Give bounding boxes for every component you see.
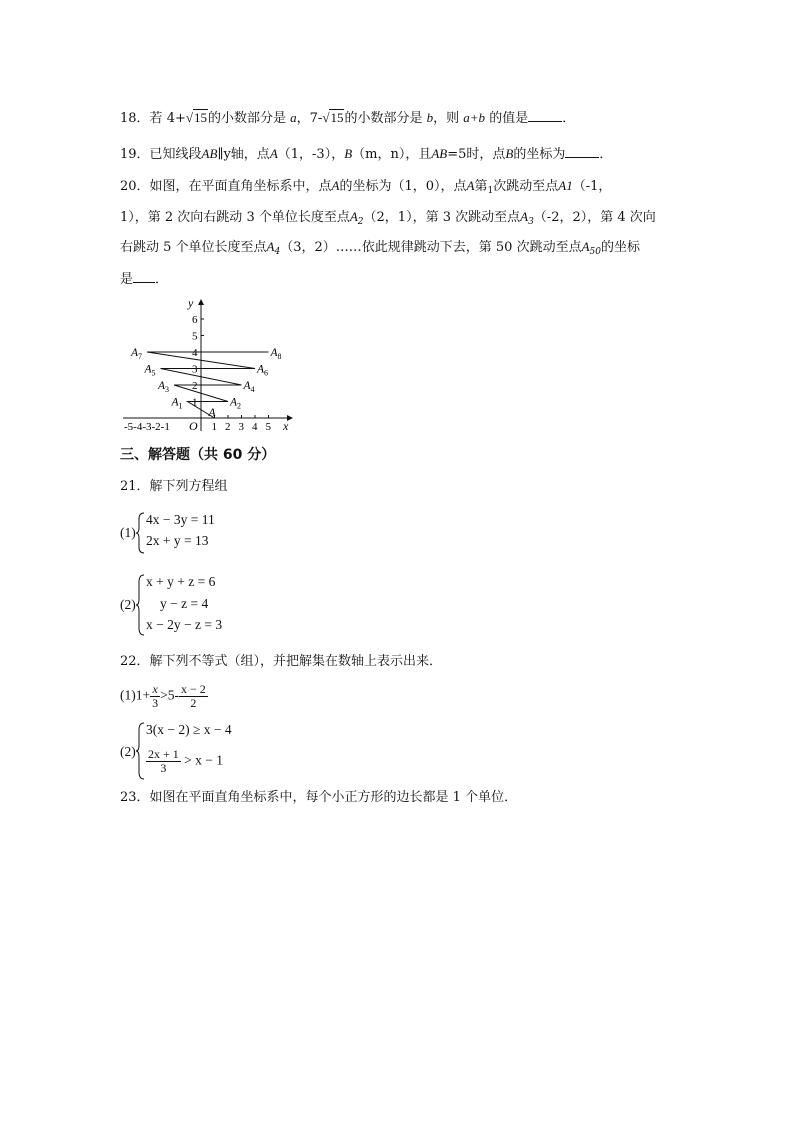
x-tick-label: 4 — [252, 421, 258, 433]
answer-blank[interactable] — [133, 269, 155, 283]
q20-sub: 50 — [589, 247, 601, 257]
q18-term: 4+ — [166, 111, 186, 126]
q20-var: A — [349, 209, 358, 224]
y-tick-label: 1 — [192, 396, 198, 409]
q20-end: ． — [155, 272, 169, 287]
fraction: $\frac{2x + 1}{3}$ — [148, 747, 179, 775]
q20-text: （2，1），第 3 次跳动至点 — [363, 210, 521, 225]
q20-text: 是 — [120, 272, 134, 287]
fraction: $\frac{x}{3}$ — [152, 682, 159, 710]
q22-p2-eq2 — [146, 748, 223, 775]
left-brace-icon — [136, 512, 146, 554]
y-axis-arrow-icon — [198, 299, 204, 305]
q19-var: A — [269, 146, 278, 161]
q22-part2-label: (2) — [120, 744, 136, 759]
y-tick-label: 6 — [192, 314, 198, 326]
y-tick-label: 3 — [192, 363, 198, 376]
point-label-a8: $A_8$ — [270, 347, 282, 361]
x-tick-label: 2 — [225, 421, 231, 433]
coordinate-plane-figure — [115, 293, 300, 438]
question-20-line-4 — [120, 269, 168, 289]
sqrt-15-b: √15 — [322, 110, 344, 125]
x-tick-label: 3 — [238, 421, 244, 433]
left-brace-icon — [136, 722, 146, 780]
q20-text: （-2，2），第 4 次向 — [533, 210, 656, 225]
q20-sub: 4 — [274, 247, 281, 257]
q19-text: 轴，点 — [230, 147, 270, 162]
q20-text: 右跳动 5 个单位长度至点 — [120, 240, 267, 255]
q21-p2-eq3: x − 2y − z = 3 — [146, 617, 223, 632]
q22-part1 — [120, 683, 208, 710]
q20-var: A1 — [558, 178, 573, 193]
q18-text: 的值是 — [489, 111, 529, 126]
q20-var: A — [266, 239, 275, 254]
q19-text: 的坐标为 — [513, 147, 566, 162]
q20-text: 1），第 2 次向右跳动 3 个单位长度至点 — [120, 210, 350, 225]
q20-text: 20．如图，在平面直角坐标系中，点 — [120, 179, 332, 194]
q18-text: 的小数部分是 — [344, 111, 423, 126]
q20-text: 第 — [474, 179, 488, 194]
question-20-line-3 — [120, 238, 640, 261]
q22-p1-mid: >5- — [160, 687, 179, 703]
q18-number: 18．若 — [120, 111, 163, 126]
q21-part1-label: (1) — [120, 525, 136, 540]
q21-part2-label: (2) — [120, 597, 136, 612]
point-label-a2: $A_2$ — [230, 396, 242, 411]
q22-p2-eq1: 3(x − 2) ≥ x − 4 — [146, 722, 232, 737]
point-label-a7: $A_7$ — [131, 347, 143, 361]
point-label-a5: $A_5$ — [144, 363, 156, 378]
origin-label: O — [189, 419, 198, 433]
q19-var: B — [505, 146, 514, 161]
q20-text: （3，2）……依此规律跳动下去，第 50 次跳动至点 — [280, 240, 582, 255]
sqrt-15-a: √15 — [185, 110, 207, 125]
q19-parallel: ∥y — [217, 147, 231, 162]
q23-title: 23．如图在平面直角坐标系中，每个小正方形的边长都是 1 个单位． — [120, 790, 518, 805]
fraction: $\frac{x - 2}{2}$ — [180, 682, 206, 710]
q19-var: AB — [431, 146, 448, 161]
question-18 — [120, 108, 575, 128]
q18-text: 的小数部分是 — [208, 111, 287, 126]
point-label-a1: $A_1$ — [171, 396, 183, 411]
q21-p2-eq2: y − z = 4 — [160, 596, 209, 611]
question-20-line-2 — [120, 208, 656, 231]
q21-p2-eq1: x + y + z = 6 — [146, 574, 216, 589]
q19-end: ． — [599, 147, 613, 162]
section-heading: 三、解答题（共 60 分） — [120, 447, 276, 463]
q20-var: A — [581, 239, 590, 254]
point-label-a6: $A_6$ — [257, 363, 269, 378]
x-tick-label: 5 — [265, 421, 271, 433]
x-axis-label: x — [283, 419, 289, 433]
q20-sub: 1 — [487, 186, 494, 196]
y-tick-label: 4 — [192, 347, 198, 359]
q22-title: 22．解下列不等式（组），并把解集在数轴上表示出来． — [120, 654, 443, 669]
q20-text: 的坐标为（1，0），点 — [339, 179, 467, 194]
q20-var: A — [331, 178, 340, 193]
q20-text: 次跳动至点 — [493, 179, 559, 194]
y-tick-label: 2 — [192, 380, 198, 392]
x-tick-label: 1 — [211, 421, 217, 433]
question-19 — [120, 144, 612, 164]
q19-coord: （m，n），且 — [352, 147, 432, 162]
x-tick-labels-negative: -5-4-3-2-1 — [124, 421, 170, 433]
q19-coord: （1，-3）， — [277, 147, 345, 162]
point-label-a4: $A_4$ — [243, 380, 255, 394]
question-20-line-1 — [120, 177, 611, 200]
y-tick-label: 5 — [192, 330, 198, 343]
q21-p1-eq1: 4x − 3y = 11 — [146, 512, 215, 527]
q18-var-ab: a+b — [463, 110, 486, 125]
q20-text: （-1， — [572, 179, 612, 194]
q19-var: B — [344, 146, 353, 161]
q20-text: 的坐标 — [601, 240, 641, 255]
q20-var: A — [466, 178, 475, 193]
q20-var: A — [520, 209, 529, 224]
answer-blank[interactable] — [528, 108, 562, 122]
q19-text: 19．已知线段 — [120, 147, 202, 162]
q20-sub: 3 — [528, 217, 534, 227]
q22-p1-lead: (1)1+ — [120, 687, 151, 703]
q18-text: ，则 — [433, 111, 460, 126]
q18-text: ，7- — [296, 111, 323, 126]
q18-var-a: a — [290, 110, 297, 125]
q19-var: AB — [201, 146, 218, 161]
answer-blank[interactable] — [565, 144, 599, 158]
q20-sub: 2 — [357, 217, 364, 227]
q18-end: ． — [562, 111, 576, 126]
q18-var-b: b — [426, 110, 434, 125]
point-label-a: A — [208, 407, 216, 419]
point-label-a3: $A_3$ — [158, 380, 170, 394]
q21-title: 21．解下列方程组 — [120, 479, 228, 494]
q19-text: =5时，点 — [447, 147, 506, 162]
y-axis-label: y — [188, 296, 194, 310]
q21-p1-eq2: 2x + y = 13 — [146, 533, 209, 548]
q22-p2-tail: > x − 1 — [184, 752, 224, 768]
left-brace-icon — [136, 574, 146, 636]
